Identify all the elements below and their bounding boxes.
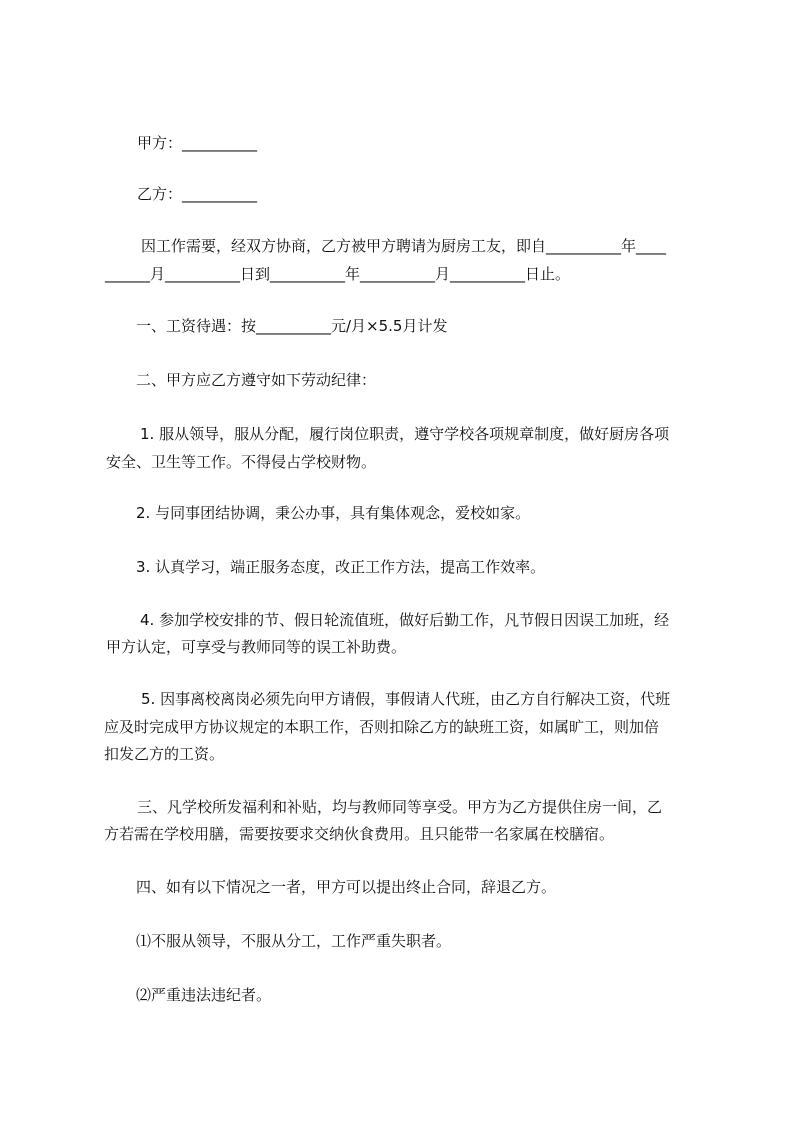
clause-1: ⑴不服从领导，不服从分工，工作严重失职者。 (136, 932, 452, 950)
section-3-line-2: 方若需在学校用膳，需要按要求交纳伙食费用。且只能带一名家属在校膳宿。 (104, 825, 615, 843)
intro-line-1: 因工作需要，经双方协商，乙方被甲方聘请为厨房工友，即自__________年____ (141, 237, 667, 255)
item-4-line-1: 4. 参加学校安排的节、假日轮流值班，做好后勤工作，凡节假日因误工加班，经 (140, 611, 670, 629)
item-5-line-3: 扣发乙方的工资。 (104, 745, 225, 763)
section-4-title: 四、如有以下情况之一者，甲方可以提出终止合同，辞退乙方。 (136, 878, 557, 896)
item-5-line-1: 5. 因事离校离岗必须先向甲方请假，事假请人代班，由乙方自行解决工资，代班 (141, 690, 671, 708)
item-3: 3. 认真学习，端正服务态度，改正工作方法，提高工作效率。 (136, 558, 546, 576)
party-b-line: 乙方：__________ (137, 185, 258, 203)
item-1-line-1: 1. 服从领导，服从分配，履行岗位职责，遵守学校各项规章制度，做好厨房各项 (140, 425, 670, 443)
section-1-wage: 一、工资待遇：按__________元/月×5.5月计发 (136, 317, 448, 335)
party-a-line: 甲方：__________ (137, 134, 258, 152)
clause-2: ⑵严重违法违纪者。 (136, 986, 272, 1004)
section-2-title: 二、甲方应乙方遵守如下劳动纪律： (136, 371, 377, 389)
section-3-line-1: 三、凡学校所发福利和补贴，均与教师同等享受。甲方为乙方提供住房一间，乙 (137, 798, 663, 816)
item-1-line-2: 安全、卫生等工作。不得侵占学校财物。 (106, 453, 377, 471)
item-5-line-2: 应及时完成甲方协议规定的本职工作，否则扣除乙方的缺班工资，如属旷工，则加倍 (104, 718, 660, 736)
intro-line-2: ______月__________日到__________年__________月__________日止。 (105, 265, 571, 283)
item-4-line-2: 甲方认定，可享受与教师同等的误工补助费。 (106, 638, 407, 656)
item-2: 2. 与同事团结协调，秉公办事，具有集体观念，爱校如家。 (136, 504, 531, 522)
